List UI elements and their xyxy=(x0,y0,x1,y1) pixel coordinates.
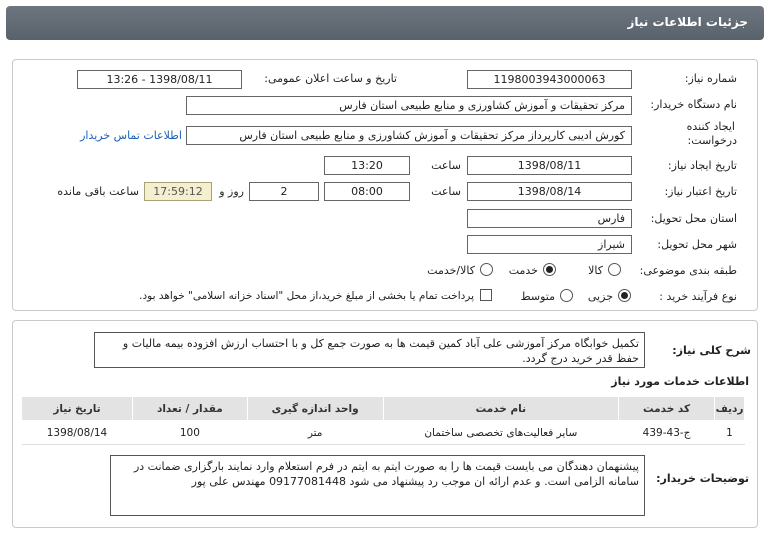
category-label: طبقه بندی موضوعی: xyxy=(639,264,737,277)
creator-label-line1: ایجاد کننده xyxy=(686,120,735,133)
creator-label-line2: درخواست: xyxy=(687,134,737,147)
remaining-label: ساعت باقی مانده xyxy=(57,185,139,198)
days-field[interactable]: 2 xyxy=(249,182,319,201)
services-section-title: اطلاعات خدمات مورد نیاز xyxy=(611,375,749,388)
description-box: تکمیل خوابگاه مرکز آموزشی علی آباد کمین قیمت ها به صورت جمع کل و با احتساب ارزش افزوده بیمه مالیات و حفظ قدر خرید درج گردد. xyxy=(94,332,645,368)
col-row-number: ردیف xyxy=(715,397,745,421)
validity-hour-label: ساعت xyxy=(431,185,461,198)
col-service-name: نام خدمت xyxy=(383,397,619,421)
province-label: استان محل تحویل: xyxy=(650,212,737,225)
purchase-type-label: نوع فرآیند خرید : xyxy=(659,290,737,303)
creator-field[interactable]: کورش ادیبی کارپرداز مرکز تحقیقات و آموزش کشاورزی و منابع طبیعی استان فارس xyxy=(186,126,632,145)
created-date-field[interactable]: 1398/08/11 xyxy=(467,156,632,175)
category-goods-radio[interactable] xyxy=(608,263,621,276)
need-number-field[interactable]: 1198003943000063 xyxy=(467,70,632,89)
buyer-org-label: نام دستگاه خریدار: xyxy=(650,98,737,111)
services-table-header xyxy=(22,397,745,421)
purchase-minor-radio[interactable] xyxy=(618,289,631,302)
category-both-label: کالا/خدمت xyxy=(427,264,475,277)
announce-label: تاریخ و ساعت اعلان عمومی: xyxy=(264,72,397,85)
created-hour-label: ساعت xyxy=(431,159,461,172)
cell-need-date: 1398/08/14 xyxy=(22,421,133,445)
purchase-medium-radio[interactable] xyxy=(560,289,573,302)
col-need-date: تاریخ نیاز xyxy=(22,397,133,421)
category-service-label: خدمت xyxy=(508,264,538,277)
purchase-minor-label: جزیی xyxy=(587,290,613,303)
cell-service-code: ج-43-439 xyxy=(619,421,715,445)
col-quantity: مقدار / تعداد xyxy=(132,397,247,421)
need-number-label: شماره نیاز: xyxy=(684,72,737,85)
treasury-payment-checkbox[interactable] xyxy=(480,289,492,301)
need-details-panel xyxy=(12,320,758,528)
announce-datetime-field[interactable]: 1398/08/11 - 13:26 xyxy=(77,70,242,89)
city-label: شهر محل تحویل: xyxy=(657,238,737,251)
col-unit: واحد اندازه گیری xyxy=(247,397,383,421)
days-label: روز و xyxy=(219,185,244,198)
category-service-radio[interactable] xyxy=(543,263,556,276)
purchase-medium-label: متوسط xyxy=(520,290,555,303)
page-header xyxy=(6,6,764,40)
cell-quantity: 100 xyxy=(132,421,247,445)
services-table xyxy=(21,396,745,445)
validity-date-field[interactable]: 1398/08/14 xyxy=(467,182,632,201)
buyer-notes-box: پیشنهمان دهندگان می بایست قیمت ها را به صورت ایتم به ایتم در فرم استعلام وارد نمایند بارگزاری ضمانت در سامانه الزامی است. و عدم ارائه ان موجب رد پیشنهاد می شود 09177081448 مهندس علی پور xyxy=(110,455,645,516)
buyer-contact-link[interactable]: اطلاعات تماس خریدار xyxy=(80,129,182,142)
province-field[interactable]: فارس xyxy=(467,209,632,228)
cell-row-number: 1 xyxy=(715,421,745,445)
validity-label: تاریخ اعتبار نیاز: xyxy=(664,185,737,198)
city-field[interactable]: شیراز xyxy=(467,235,632,254)
category-both-radio[interactable] xyxy=(480,263,493,276)
created-date-label: تاریخ ایجاد نیاز: xyxy=(667,159,737,172)
cell-unit: متر xyxy=(247,421,383,445)
category-goods-label: کالا xyxy=(588,264,603,277)
buyer-org-field[interactable]: مرکز تحقیقات و آموزش کشاورزی و منابع طبیعی استان فارس xyxy=(186,96,632,115)
page-title: جزئیات اطلاعات نیاز xyxy=(627,15,748,29)
table-row[interactable] xyxy=(22,421,745,445)
remaining-time-field: 17:59:12 xyxy=(144,182,212,201)
col-service-code: کد خدمت xyxy=(619,397,715,421)
cell-service-name: سایر فعالیت‌های تخصصی ساختمان xyxy=(383,421,619,445)
created-time-field[interactable]: 13:20 xyxy=(324,156,410,175)
buyer-notes-label: توضیحات خریدار: xyxy=(656,472,749,485)
treasury-payment-note: پرداخت تمام یا بخشی از مبلغ خرید،از محل "اسناد خزانه اسلامی" خواهد بود. xyxy=(139,290,474,302)
description-label: شرح کلی نیاز: xyxy=(672,344,751,357)
validity-time-field[interactable]: 08:00 xyxy=(324,182,410,201)
need-info-panel xyxy=(12,59,758,311)
